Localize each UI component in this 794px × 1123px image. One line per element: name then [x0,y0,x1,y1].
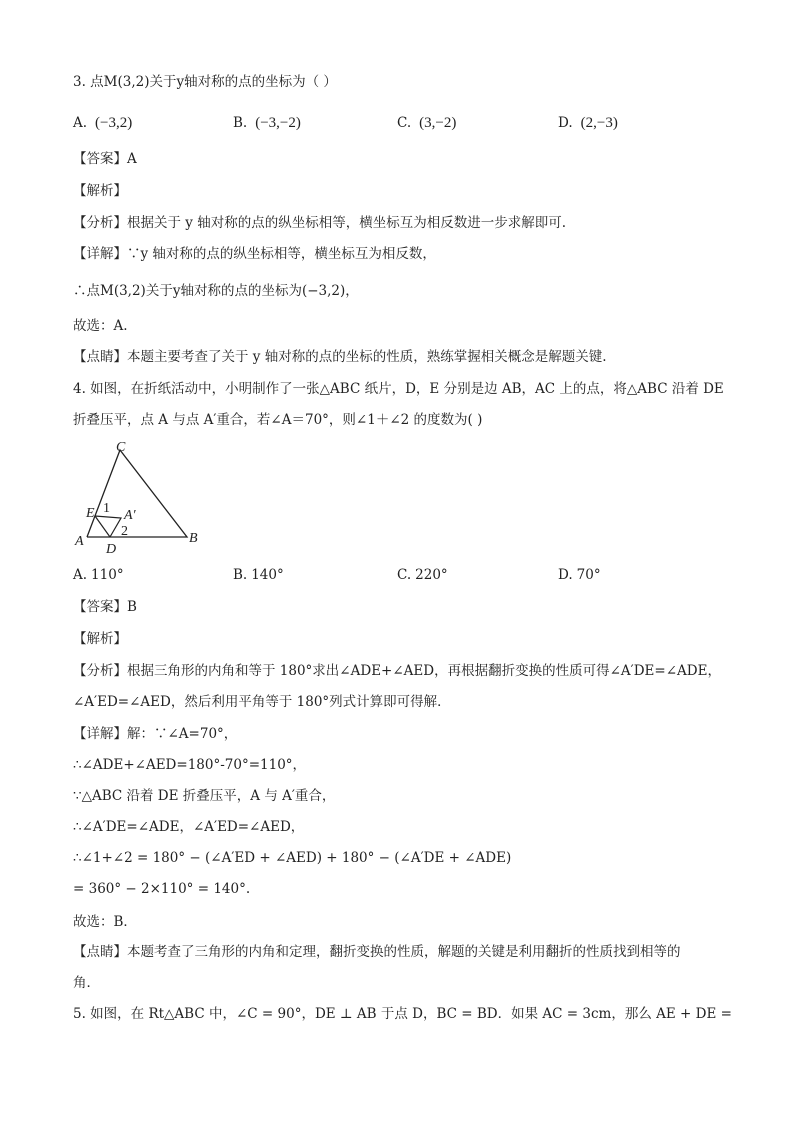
q4-fenxi-line2: ∠A′ED=∠AED，然后利用平角等于 180°列式计算即可得解． [73,694,451,710]
q3-xiangjie: 【详解】∵y 轴对称的点的纵坐标相等，横坐标互为相反数， [73,246,436,262]
triangle-figure [73,438,213,558]
q3-option-c[interactable] [397,113,456,133]
option-label: B. [233,115,248,131]
option-label: A. [73,115,88,131]
q4-step2: ∵△ABC 沿着 DE 折叠压平，A 与 A′重合， [73,788,336,804]
q3-stem: 3. 点M(3,2)关于y轴对称的点的坐标为（ ） [73,74,337,90]
q4-analysis-title: 【解析】 [73,631,127,647]
label-angle-2: 2 [121,524,128,539]
q4-choose: 故选：B． [73,914,137,930]
q4-option-c[interactable] [397,565,448,585]
q5-stem: 5. 如图，在 Rt△ABC 中，∠C = 90°，DE ⊥ AB 于点 D，BC = BD．如果 AC = 3cm，那么 AE + DE = [73,1006,732,1022]
q4-dianjing-line2: 角． [73,975,100,991]
q3-option-d[interactable] [558,113,618,133]
q4-step3: ∴∠A′DE=∠ADE，∠A′ED=∠AED， [73,819,305,835]
option-label: D. [558,115,573,131]
q3-analysis-title: 【解析】 [73,183,127,199]
option-value: (3,−2) [419,115,457,131]
q4-step4: ∴∠1+∠2 = 180° − (∠A′ED + ∠AED) + 180° − (∠A′DE + ∠ADE) [73,850,512,866]
option-value: (−3,2) [95,115,133,131]
q3-fenxi: 【分析】根据关于 y 轴对称的点的纵坐标相等，横坐标互为相反数进一步求解即可. [73,215,566,231]
q3-dianjing: 【点睛】本题主要考查了关于 y 轴对称的点的坐标的性质，熟练掌握相关概念是解题关键. [73,349,607,365]
q4-answer: 【答案】B [73,599,137,615]
label-d: D [106,542,117,557]
q3-step1: ∴点M(3,2)关于y轴对称的点的坐标为(−3,2)， [73,283,359,299]
option-label: A. [73,567,88,583]
q4-step5: = 360° − 2×110° = 140°. [73,881,251,897]
option-value: (2,−3) [580,115,618,131]
q4-fenxi-line1: 【分析】根据三角形的内角和等于 180°求出∠ADE+∠AED，再根据翻折变换的性质可得∠A′DE=∠ADE， [73,663,721,679]
q3-answer: 【答案】A [73,151,137,167]
option-value: 70° [576,567,601,583]
q4-option-b[interactable] [233,565,284,585]
q4-step1: ∴∠ADE+∠AED=180°-70°=110°， [73,757,307,773]
label-angle-1: 1 [103,501,110,516]
label-a-prime: A′ [124,508,136,523]
label-a: A [75,534,84,549]
option-label: C. [397,567,412,583]
q3-option-b[interactable] [233,113,301,133]
triangle-abc [87,450,187,537]
q4-stem-line1: 4. 如图，在折纸活动中，小明制作了一张△ABC 纸片，D，E 分别是边 AB，AC 上的点，将△ABC 沿着 DE [73,381,724,397]
option-value: 220° [415,567,448,583]
option-value: 110° [91,567,124,583]
q3-option-a[interactable] [73,113,132,133]
option-value: (−3,−2) [255,115,301,131]
label-e: E [86,506,95,521]
crease-de [95,516,110,537]
q4-dianjing-line1: 【点睛】本题考查了三角形的内角和定理，翻折变换的性质，解题的关键是利用翻折的性质找到相等的 [73,944,681,960]
q4-xiangjie: 【详解】解：∵∠A=70°， [73,726,238,742]
option-label: B. [233,567,248,583]
label-b: B [189,531,198,546]
q3-choose: 故选：A. [73,318,128,334]
q4-stem-line2: 折叠压平，点 A 与点 A′重合，若∠A＝70°，则∠1＋∠2 的度数为( ) [73,412,483,428]
option-value: 140° [251,567,284,583]
q4-option-a[interactable] [73,565,124,585]
option-label: C. [397,115,412,131]
q4-option-d[interactable] [558,565,601,585]
label-c: C [116,440,126,455]
option-label: D. [558,567,573,583]
